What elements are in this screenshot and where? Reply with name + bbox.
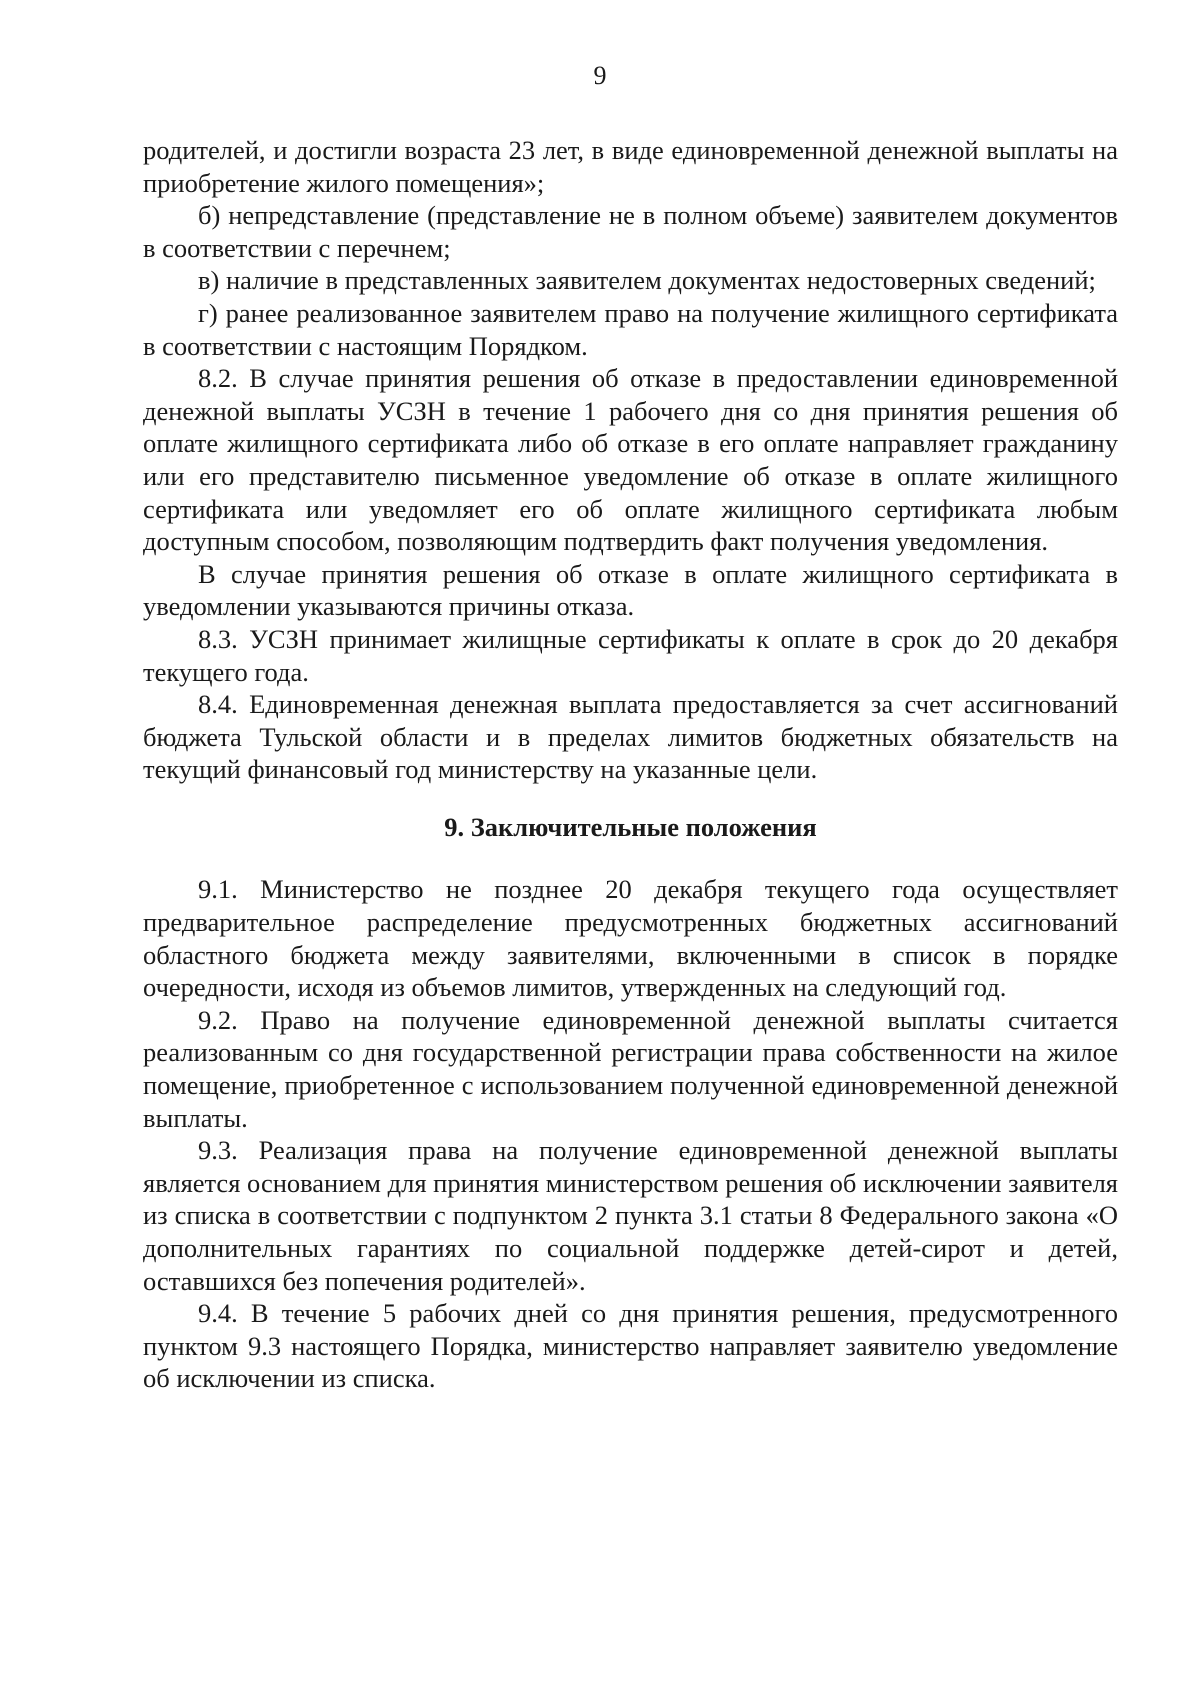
paragraph: 8.2. В случае принятия решения об отказе в предоставлении единовременной денежной выплаты УСЗН в течение 1 рабочего дня со дня принятия решения об оплате жилищного сертификата либо об отказе в его оплате направляет гражданину или его представителю письменное уведомление об отказе в оплате жилищного сертификата или уведомляет его об оплате жилищного сертификата любым доступным способом, позволяющим подтвердить факт получения уведомления. — [143, 363, 1118, 557]
document-body — [143, 134, 1118, 1395]
paragraph: 8.3. УСЗН принимает жилищные сертификаты к оплате в срок до 20 декабря текущего года. — [143, 623, 1118, 687]
page-number: 9 — [593, 61, 607, 90]
paragraph: б) непредставление (представление не в полном объеме) заявителем документов в соответствии с перечнем; — [143, 200, 1118, 263]
paragraph: 9.2. Право на получение единовременной денежной выплаты считается реализованным со дня государственной регистрации права собственности на жилое помещение, приобретенное с использованием полученной единовременной денежной выплаты. — [143, 1004, 1118, 1133]
section-heading: 9. Заключительные положения — [444, 811, 817, 842]
paragraph: В случае принятия решения об отказе в оплате жилищного сертификата в уведомлении указываются причины отказа. — [143, 558, 1118, 622]
paragraph: 8.4. Единовременная денежная выплата предоставляется за счет ассигнований бюджета Тульской области и в пределах лимитов бюджетных обязательств на текущий финансовый год министерству на указанные цели. — [143, 689, 1118, 785]
paragraph: родителей, и достигли возраста 23 лет, в виде единовременной денежной выплаты на приобретение жилого помещения»; — [143, 135, 1118, 198]
paragraph: г) ранее реализованное заявителем право на получение жилищного сертификата в соответствии с настоящим Порядком. — [143, 297, 1118, 361]
paragraph: 9.3. Реализация права на получение единовременной денежной выплаты является основанием для принятия министерством решения об исключении заявителя из списка в соответствии с подпунктом 2 пункта 3.1 статьи 8 Федерального закона «О дополнительных гарантиях по социальной поддержке детей-сирот и детей, оставшихся без попечения родителей». — [143, 1135, 1118, 1296]
paragraph: 9.4. В течение 5 рабочих дней со дня принятия решения, предусмотренного пунктом 9.3 настоящего Порядка, министерство направляет заявителю уведомление об исключении из списка. — [143, 1298, 1118, 1394]
paragraph: в) наличие в представленных заявителем документах недостоверных сведений; — [198, 265, 1096, 296]
paragraph: 9.1. Министерство не позднее 20 декабря текущего года осуществляет предварительное распределение предусмотренных бюджетных ассигнований областного бюджета между заявителями, включенными в список в порядке очередности, исходя из объемов лимитов, утвержденных на следующий год. — [143, 874, 1118, 1003]
